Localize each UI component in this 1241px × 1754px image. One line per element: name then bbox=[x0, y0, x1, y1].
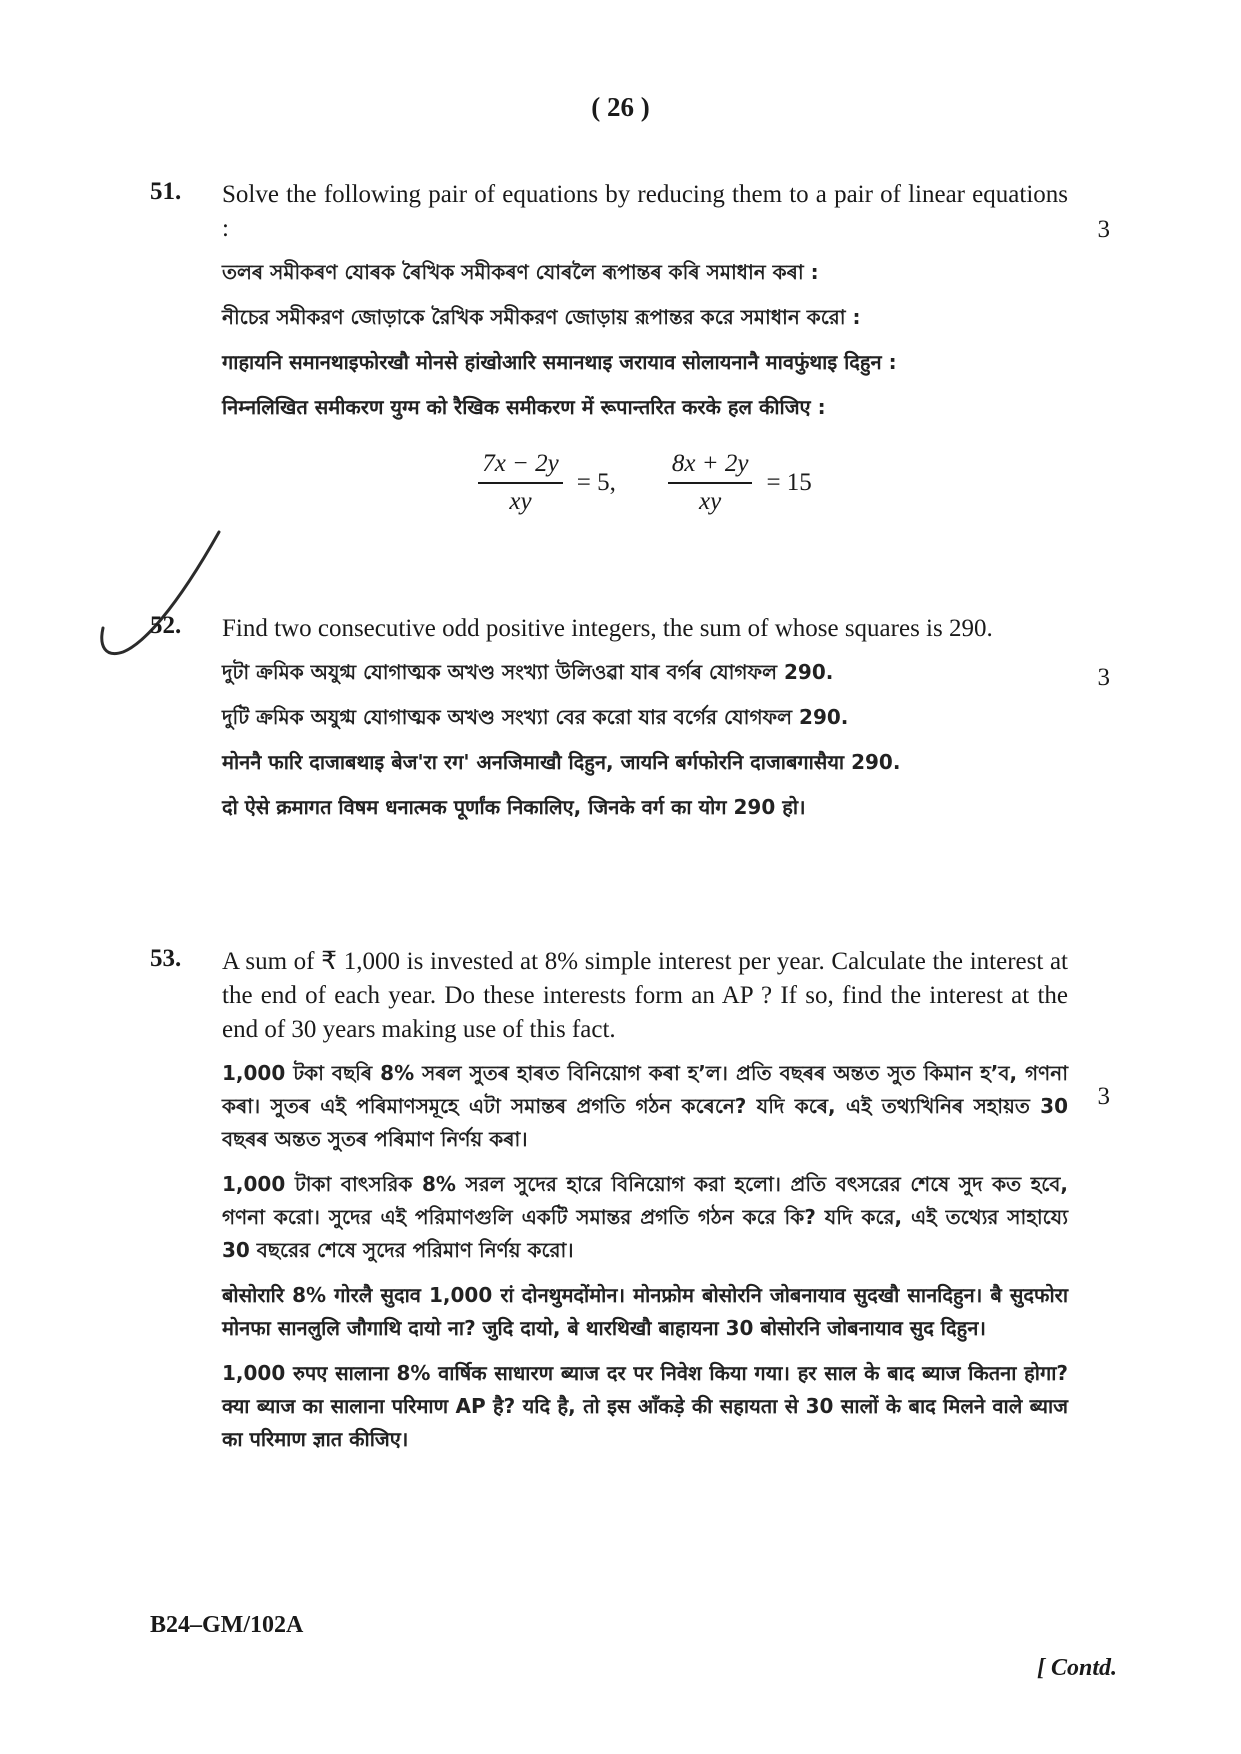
question-text-assamese: তলৰ সমীকৰণ যোৰক ৰৈখিক সমীকৰণ যোৰলৈ ৰূপান্তৰ কৰি সমাধান কৰা : bbox=[222, 260, 819, 284]
question-text-assamese: দুটা ক্ৰমিক অযুগ্ম যোগাত্মক অখণ্ড সংখ্যা উলিওৱা যাৰ বৰ্গৰ যোগফল 290. bbox=[222, 660, 834, 684]
question-text-bengali: 1,000 টাকা বাৎসরিক 8% সরল সুদের হারে বিনিয়োগ করা হলো। প্রতি বৎসরের শেষে সুদ কত হবে, গণনা করো। সুদের এই পরিমাণগুলি একটি সমান্তর প্রগতি গঠন করে কি? যদি করে, এই তথ্যের সাহায্যে 30 বছরের শেষে সুদের পরিমাণ নির্ণয় করো। bbox=[222, 1172, 1068, 1262]
fraction-1-denominator: xy bbox=[509, 488, 532, 515]
question-marks: 3 bbox=[1097, 664, 1110, 691]
question-body bbox=[222, 612, 1068, 836]
question-text-assamese: 1,000 টকা বছৰি 8% সৰল সুতৰ হাৰত বিনিয়োগ কৰা হ’ল। প্ৰতি বছৰৰ অন্তত সুত কিমান হ’ব, গণনা কৰা। সুতৰ এই পৰিমাণসমূহে এটা সমান্তৰ প্ৰগতি গঠন কৰেনে? যদি কৰে, এই তথ্যখিনিৰ সহায়ত 30 বছৰৰ অন্তত সুতৰ পৰিমাণ নিৰ্ণয় কৰা। bbox=[222, 1061, 1068, 1151]
paper-code: B24–GM/102A bbox=[150, 1612, 304, 1638]
question-text-hindi: निम्नलिखित समीकरण युग्म को रैखिक समीकरण में रूपान्तरित करके हल कीजिए : bbox=[222, 395, 826, 419]
question-text-english: Solve the following pair of equations by reducing them to a pair of linear equations : bbox=[222, 181, 1068, 242]
fraction-1-numerator: 7x − 2y bbox=[478, 450, 563, 484]
question-number: 52. bbox=[150, 612, 182, 639]
question-marks: 3 bbox=[1097, 1083, 1110, 1110]
question-body bbox=[222, 178, 1068, 516]
question-number: 53. bbox=[150, 945, 182, 972]
handwritten-checkmark-icon bbox=[95, 520, 225, 670]
fraction-1 bbox=[478, 450, 563, 516]
continued-label: [ Contd. bbox=[1036, 1655, 1117, 1681]
equation-1-rhs: = 5, bbox=[576, 469, 616, 496]
question-text-english: A sum of ₹ 1,000 is invested at 8% simple interest per year. Calculate the interest at the end of each year. Do these interests form an AP ? If so, find the interest at the end of 30 years making use of this fact. bbox=[222, 948, 1068, 1043]
fraction-2-denominator: xy bbox=[699, 488, 722, 515]
question-body bbox=[222, 945, 1068, 1468]
question-text-english: Find two consecutive odd positive integers, the sum of whose squares is 290. bbox=[222, 615, 993, 642]
question-text-bodo: बोसोरारि 8% गोरलै सुदाव 1,000 रां दोनथुमदोंमोन। मोनफ्रोम बोसोरनि जोबनायाव सुदखौ सानदिहुन। बै सुदफोरा मोनफा सानलुलि जौगाथि दायो ना? जुदि दायो, बे थारथिखौ बाहायना 30 बोसोरनि जोबनायाव सुद दिहुन। bbox=[222, 1283, 1068, 1340]
fraction-2 bbox=[668, 450, 753, 516]
question-text-bengali: নীচের সমীকরণ জোড়াকে রৈখিক সমীকরণ জোড়ায় রূপান্তর করে সমাধান করো : bbox=[222, 305, 861, 329]
question-text-hindi: 1,000 रुपए सालाना 8% वार्षिक साधारण ब्याज दर पर निवेश किया गया। हर साल के बाद ब्याज कितना होगा? क्या ब्याज का सालाना परिमाण AP है? यदि है, तो इस आँकड़े की सहायता से 30 सालों के बाद मिलने वाले ब्याज का परिमाण ज्ञात कीजिए। bbox=[222, 1361, 1068, 1451]
question-text-bodo: गाहायनि समानथाइफोरखौ मोनसे हांखोआरि समानथाइ जरायाव सोलायनानै मावफुंथाइ दिहुन : bbox=[222, 350, 897, 374]
fraction-2-numerator: 8x + 2y bbox=[668, 450, 753, 484]
equation-2-rhs: = 15 bbox=[766, 469, 812, 496]
question-text-bengali: দুটি ক্রমিক অযুগ্ম যোগাত্মক অখণ্ড সংখ্যা বের করো যার বর্গের যোগফল 290. bbox=[222, 705, 849, 729]
equation-pair bbox=[222, 450, 1068, 516]
question-number: 51. bbox=[150, 178, 182, 205]
question-text-hindi: दो ऐसे क्रमागत विषम धनात्मक पूर्णांक निकालिए, जिनके वर्ग का योग 290 हो। bbox=[222, 795, 806, 819]
question-marks: 3 bbox=[1097, 216, 1110, 243]
page-number: ( 26 ) bbox=[591, 92, 650, 122]
question-text-bodo: मोननै फारि दाजाबथाइ बेज'रा रग' अनजिमाखौ दिहुन, जायनि बर्गफोरनि दाजाबगासैया 290. bbox=[222, 750, 901, 774]
